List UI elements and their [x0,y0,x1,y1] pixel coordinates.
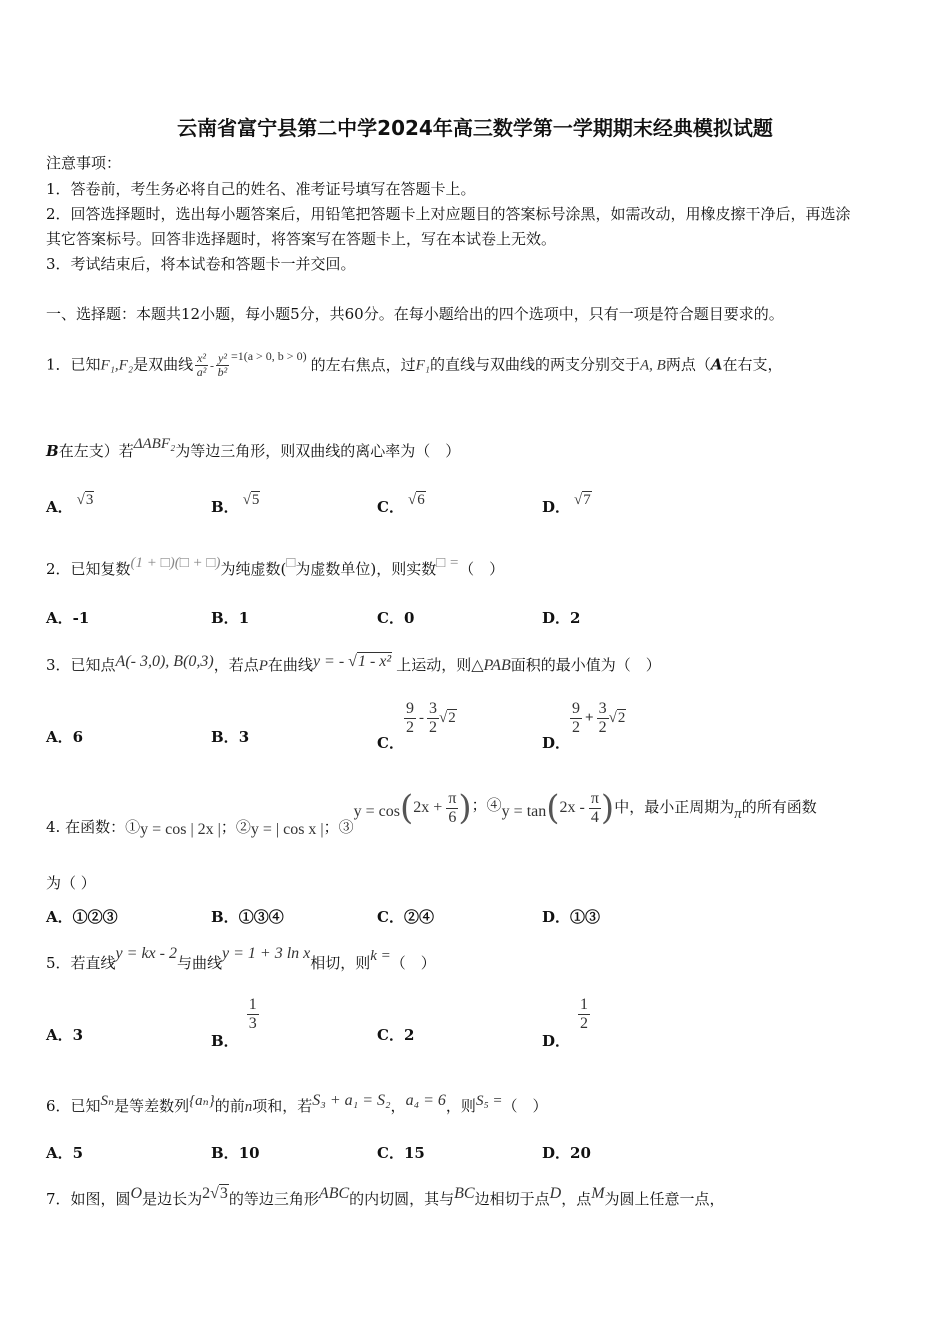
q1-foci: F₁,F₂ [100,357,134,374]
q5-option-c: C．2 [377,1026,415,1044]
q1-frac-x: $\frac{\text{x²}}{\text{a²}}$ [196,351,207,380]
notice-heading: 注意事项： [46,154,122,172]
q1-text: 在右支， [722,355,783,374]
q2-symbol: □ = [436,555,460,571]
q2-option-d: D．2 [542,609,581,627]
q5-option-b: B． $\frac{1}{3}$ [211,996,257,1051]
q2-option-a: A．-1 [46,609,90,627]
question-5: 5．若直线y = kx - 2与曲线y = 1 + 3 ln x相切，则k =（ ） [46,945,436,972]
q5-k: k = [370,948,391,964]
q1-text: 为等边三角形，则双曲线的离心率为（ ） [175,442,461,460]
question-4-line-1: 4. 在函数：①y = cos | 2x |；②y = | cos x |；③y = cos(2x + $\frac{\pi}{6}$ )；④y = tan(2x - $\frac{\pi}{4}$ )中，最小正周期为π的所有函数 [46,788,817,838]
q4-option-b: B．①③④ [211,908,284,926]
q1-option-b: B． √5 [211,492,260,516]
q6-sn: Sₙ [100,1093,115,1109]
q4-f1: y = cos | 2x | [140,821,221,838]
q6-option-d: D．20 [542,1144,591,1162]
q3-option-d: D． $\frac{9}{2}$ + $\frac{3}{2}$ √2 [542,700,626,753]
question-3: 3．已知点A(- 3,0), B(0,3)，若点P在曲线y = - √1 - x² 上运动，则△PAB面积的最小值为（ ） [46,653,661,674]
q6-eq1: S₃ + a₁ = S₂ [312,1092,391,1109]
page-title: 云南省富宁县第二中学2024年高三数学第一学期期末经典模拟试题 [177,116,773,140]
section-heading: 一、选择题：本题共12小题，每小题5分，共60分。在每小题给出的四个选项中，只有一项是符合题目要求的。 [46,305,784,323]
q1-text: 的左右焦点，过 [310,355,416,374]
q1-ab: A, B [640,357,666,374]
q3-curve: y = - √1 - x² [312,653,392,670]
q3-option-a: A．6 [46,728,84,746]
q4-option-d: D．①③ [542,908,601,926]
q1-text: 是双曲线 [133,355,194,374]
q1-text: 的直线与双曲线的两支分别交于 [429,355,640,374]
q1-text: 1．已知 [46,355,101,374]
q6-eq2: a₄ = 6 [405,1092,446,1109]
q7-m: M [591,1185,605,1202]
q6-option-b: B．10 [211,1144,260,1162]
q1-a: A [710,355,723,374]
q1-b: B [46,442,59,460]
q3-option-b: B．3 [211,728,250,746]
notice-item: 其它答案标号。回答非选择题时，将答案写在答题卡上，写在本试卷上无效。 [46,230,557,248]
q1-triangle: ΔABF₂ [133,436,176,452]
question-2: 2．已知复数(1 + □)(□ + □)为纯虚数(□为虚数单位)，则实数□ =（ ） [46,555,505,578]
q5-curve: y = 1 + 3 ln x [222,945,311,962]
q1-option-c: C． √6 [377,492,425,516]
q4-option-a: A．①②③ [46,908,118,926]
q5-option-d: D． $\frac{1}{2}$ [542,996,589,1051]
q7-abc: ABC [318,1185,350,1202]
q2-option-c: C．0 [377,609,415,627]
q1-minus: - [210,358,215,373]
q7-d: D [549,1185,562,1202]
q4-option-c: C．②④ [377,908,434,926]
q4-f2: y = | cos x | [250,821,324,838]
q2-symbol: □ [286,555,296,571]
question-1-line-1 [46,348,783,380]
notice-item: 1．答卷前，考生务必将自己的姓名、准考证号填写在答题卡上。 [46,180,476,198]
question-1-line-2 [46,436,461,461]
q2-option-b: B．1 [211,609,250,627]
q5-option-a: A．3 [46,1026,84,1044]
q7-bc: BC [454,1185,475,1202]
q4-f4: y = tan [501,803,547,820]
q6-n: n [244,1099,253,1115]
q6-option-c: C．15 [377,1144,425,1162]
q4-f3: y = cos [353,803,401,820]
q1-option-a: A． √3 [46,492,94,516]
q3-points: A(- 3,0), B(0,3) [115,653,214,670]
q7-o: O [130,1185,143,1202]
q6-s5: S₅ = [475,1093,503,1109]
q1-f1: F₁ [415,357,430,374]
notice-item: 2．回答选择题时，选出每小题答案后，用铅笔把答题卡上对应题目的答案标号涂黑，如需改动，用橡皮擦干净后，再选涂 [46,205,851,223]
question-4-line-2: 为（ ） [46,874,96,892]
q1-option-d: D． √7 [542,492,591,516]
q7-side: 2√3 [202,1185,228,1202]
q1-text: 两点（ [665,355,711,374]
question-7: 7．如图，圆O是边长为2√3的等边三角形ABC的内切圆，其与BC边相切于点D，点M为圆上任意一点， [46,1185,725,1208]
q3-option-c: C． $\frac{9}{2}$ - $\frac{3}{2}$ √2 [377,700,456,753]
q1-frac-y: $\frac{\text{y²}}{\text{b²}}$ [217,351,228,380]
q1-equation-rest: =1(a > 0, b > 0) [230,348,307,363]
q4-pi: π [734,806,742,822]
q3-triangle: △PAB [471,657,511,674]
q6-option-a: A．5 [46,1144,84,1162]
q5-line: y = kx - 2 [115,945,177,962]
q6-an: {aₙ} [189,1093,215,1109]
q1-text: 在左支）若 [58,442,134,460]
notice-item: 3．考试结束后，将本试卷和答题卡一并交回。 [46,255,356,273]
question-6: 6．已知Sₙ是等差数列{aₙ}的前n项和，若S₃ + a₁ = S₂，a₄ = 6，则S₅ =（ ） [46,1092,548,1115]
q3-p: P [258,658,268,674]
q2-expression: (1 + □)(□ + □) [130,555,221,571]
